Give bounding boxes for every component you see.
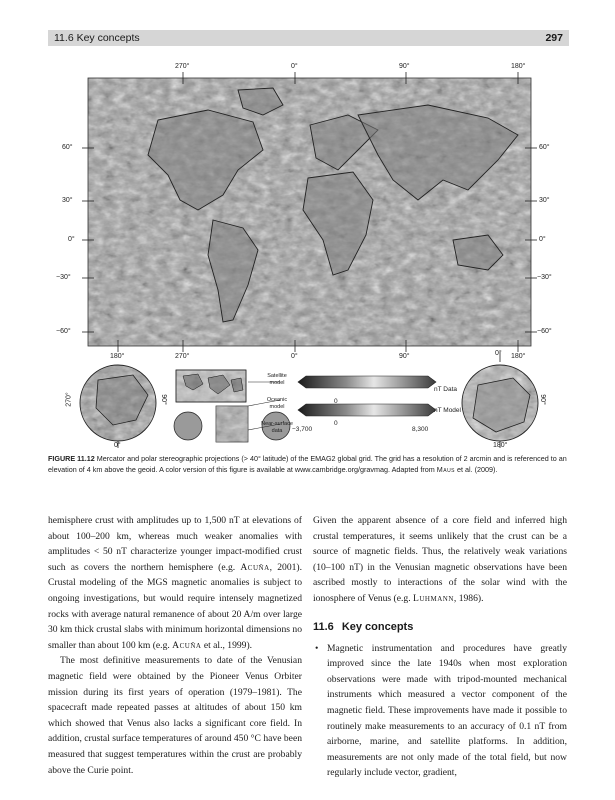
- bullet-icon: •: [315, 642, 319, 654]
- section-number: 11.6: [313, 620, 334, 633]
- left-latitude-label: −60°: [56, 328, 71, 335]
- bullet-item: [313, 641, 567, 781]
- south-polar-projection: [460, 363, 540, 448]
- colorbar-label-data: nT Data: [434, 386, 458, 393]
- bottom-longitude-label: 180°: [110, 353, 125, 360]
- bottom-longitude-label: 90°: [399, 353, 410, 360]
- colorbar-max: 8,300: [412, 426, 429, 433]
- left-latitude-label: 30°: [62, 197, 73, 204]
- right-latitude-label: −30°: [537, 274, 552, 281]
- left-latitude-label: 60°: [62, 144, 73, 151]
- citation: Acuña: [172, 639, 202, 651]
- figure-emag2-map: [48, 60, 569, 450]
- bottom-longitude-label: 180°: [511, 353, 526, 360]
- text-run: , 1986).: [453, 592, 484, 604]
- citation: Acuña: [240, 561, 270, 573]
- text-run: , 2001). Crustal modeling of the MGS magnetic anomalies is subject to ongoing investigations, but would require intensely magnetized rocks with average natural remanence of about 20 A/m over large 30 km thick crustal slabs with minimum horizontal dimensions no smaller than about 100 km (e.g.: [48, 561, 302, 651]
- figure-caption: [48, 454, 569, 475]
- header-section-title: 11.6 Key concepts: [54, 32, 140, 44]
- paragraph: [313, 513, 567, 607]
- north-polar-label-left: 270°: [65, 392, 73, 407]
- north-polar-projection: [78, 363, 158, 448]
- inset-label-satellite: Satellite model: [267, 373, 287, 386]
- citation: Luhmann: [413, 592, 454, 604]
- top-longitude-label: 0°: [291, 63, 298, 70]
- bottom-longitude-label: 0°: [291, 353, 298, 360]
- page-number: 297: [545, 32, 563, 44]
- right-latitude-label: 60°: [539, 144, 550, 151]
- text-run: et al., 1999).: [203, 639, 253, 651]
- north-polar-label-right: 90°: [159, 394, 167, 405]
- caption-cite-author: Maus: [436, 464, 456, 474]
- colorbar-min: −3,700: [292, 426, 313, 433]
- south-polar-label-bottom: 180°: [493, 442, 508, 449]
- colorbar-zero-bottom: 0: [334, 420, 338, 427]
- section-title: Key concepts: [341, 620, 414, 633]
- right-latitude-label: −60°: [537, 328, 552, 335]
- bullet-text: Magnetic instrumentation and procedures have greatly improved since the late 1940s when most exploration observations were made with tripod-mounted mechanical instruments which measured a vector component of the magnetic field. These improvements have made it possible to routinely make measurements to an accuracy of 0.1 nT from airborne, marine, and satellite platforms. In addition, measurements are not only made of the total field, but now regularly include vector, gradient,: [327, 642, 567, 779]
- text-run: hemisphere crust with amplitudes up to 1,500 nT at elevations of about 100–200 km, whereas much weaker anomalies with amplitudes < 50 nT characterize younger impact-modified crust such as covers the northern hemisphere (e.g.: [48, 515, 302, 573]
- left-latitude-label: −30°: [56, 274, 71, 281]
- left-latitude-label: 0°: [68, 236, 75, 243]
- paragraph: [48, 513, 302, 653]
- top-longitude-label: 270°: [175, 63, 190, 70]
- running-header: [48, 30, 569, 46]
- right-latitude-label: 0°: [539, 236, 546, 243]
- left-column: [48, 513, 302, 778]
- top-longitude-label: 90°: [399, 63, 410, 70]
- figure-graphic: [48, 60, 569, 450]
- bottom-longitude-label: 0°: [495, 350, 502, 357]
- north-polar-label-bottom: 0°: [114, 442, 121, 449]
- colorbar-zero-top: 0: [334, 398, 338, 405]
- section-heading: [313, 619, 567, 635]
- bottom-longitude-label: 270°: [175, 353, 190, 360]
- south-polar-label-right: 90°: [538, 394, 546, 405]
- top-longitude-label: 180°: [511, 63, 526, 70]
- caption-text: Mercator and polar stereographic projections (> 40° latitude) of the EMAG2 global grid. The grid has a resolution of 2 arcmin and is referenced to an elevation of 4 km above the geoid. A color version of this figure is available at www.cambridge.org/gravmag. Adapted from: [48, 454, 567, 474]
- colorbar: [298, 376, 436, 416]
- text-run: Given the apparent absence of a core field and inferred high crustal temperatures, it seems unlikely that the crust can be a source of magnetic fields. Thus, the relatively weak variations (10–100 nT) in the Venusian magnetic observations have been ascribed mostly to interactions of the solar wind with the ionosphere of Venus (e.g.: [313, 515, 567, 604]
- inset-label-near-surface: Near-surface data: [261, 421, 293, 434]
- colorbar-label-model: nT Model: [434, 407, 461, 414]
- caption-cite-rest: et al. (2009).: [457, 464, 498, 474]
- figure-label: FIGURE 11.12: [48, 454, 95, 463]
- inset-label-oceanic: Oceanic model: [266, 397, 288, 410]
- mercator-map: [82, 72, 537, 362]
- right-latitude-label: 30°: [539, 197, 550, 204]
- right-column: [313, 513, 567, 781]
- paragraph: The most definitive measurements to date of the Venusian magnetic field were obtained by the Pioneer Venus Orbiter mission during its first years of operation (1979–1981). The spacecraft made repeated passes at altitudes of about 150 km which showed that Venus also lacks a significant core field. In addition, crustal surface temperatures of around 450 °C have been measured that suggest temperatures within the crust are probably above the Curie point.: [48, 655, 302, 776]
